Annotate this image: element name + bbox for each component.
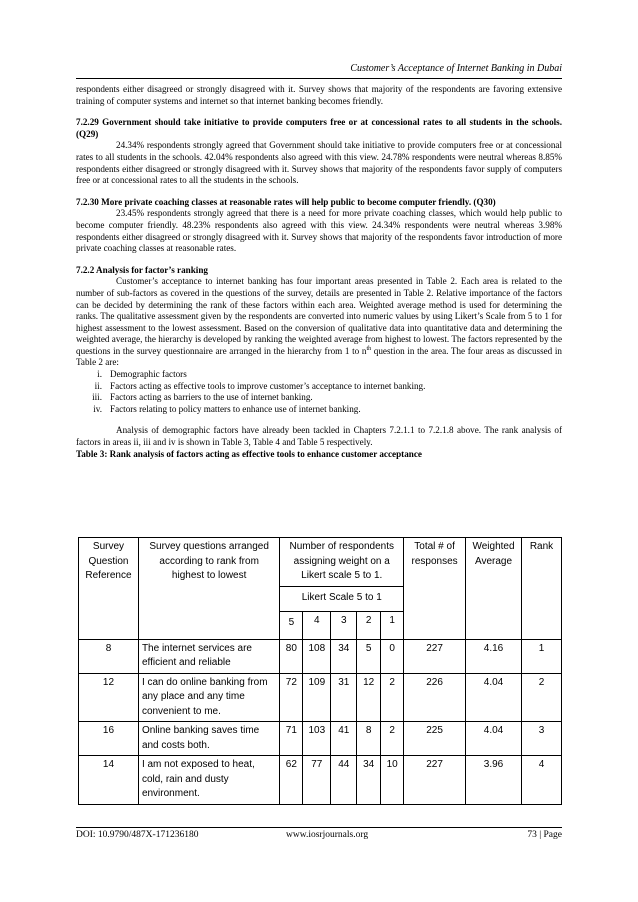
cell-rank: 1 (521, 639, 561, 673)
table-header-row (79, 538, 562, 587)
footer-page-number: 73 | Page (527, 830, 562, 840)
section-7-2-29-body: 24.34% respondents strongly agreed that Government should take initiative to provide computers free or at concessional rates to all students in the schools. 42.04% respondents also agreed with this view. 24.78% respondents were neutral whereas 8.85% respondents either disagreed or strongly disagreed with it. Survey shows that majority of the respondents favor supply of computers free or at concessional rates to all the students in the schools. (76, 140, 562, 186)
header-number: Number of respondents assigning weight on a Likert scale 5 to 1. (280, 538, 404, 587)
cell-total: 226 (404, 673, 466, 722)
section-7-2-30-heading: 7.2.30 More private coaching classes at reasonable rates will help public to become computer friendly. (Q30) (76, 196, 496, 207)
cell-v2: 12 (357, 673, 381, 722)
cell-v1: 2 (381, 673, 404, 722)
cell-v4: 103 (303, 722, 331, 756)
footer-doi: DOI: 10.9790/487X-171236180 (76, 830, 199, 840)
cell-total: 227 (404, 756, 466, 805)
footer-url[interactable]: www.iosrjournals.org (286, 830, 369, 840)
section-7-2-2-body (76, 276, 562, 369)
list-text: Demographic factors (110, 369, 187, 380)
list-item (76, 381, 562, 393)
cell-rank: 4 (521, 756, 561, 805)
table-row (79, 722, 562, 756)
cell-rank: 3 (521, 722, 561, 756)
section-7-2-30-body: 23.45% respondents strongly agreed that there is a need for more private coaching classes, which would help public to become computer friendly. 48.23% respondents also agreed with this view. 24.34% respondents were neutral whereas 3.98% respondents either disagreed or strongly disagreed with it. Survey shows that majority of the respondents favor introduction of more private coaching classes at reasonable rates. (76, 208, 562, 254)
rank-analysis-table (78, 537, 562, 805)
list-item (76, 404, 562, 416)
table-row (79, 756, 562, 805)
list-number: iv. (93, 403, 102, 414)
running-header: Customer’s Acceptance of Internet Banking in Dubai (350, 63, 562, 74)
header-scale-1: 1 (381, 612, 404, 640)
footer-divider (76, 827, 562, 828)
cell-question: Online banking saves time and costs both. (138, 722, 279, 756)
header-total: Total # of responses (404, 538, 466, 640)
header-ref: Survey Question Reference (79, 538, 139, 640)
cell-avg: 4.16 (466, 639, 522, 673)
cell-v5: 80 (280, 639, 303, 673)
cell-v2: 34 (357, 756, 381, 805)
cell-v5: 62 (280, 756, 303, 805)
main-content (76, 84, 562, 460)
list-text: Factors acting as effective tools to improve customer’s acceptance to internet banking. (110, 380, 426, 391)
list-text: Factors relating to policy matters to enhance use of internet banking. (110, 403, 361, 414)
cell-ref: 12 (79, 673, 139, 722)
header-scale-4: 4 (303, 612, 331, 640)
cell-v5: 72 (280, 673, 303, 722)
list-number: ii. (94, 380, 102, 391)
cell-v2: 8 (357, 722, 381, 756)
cell-v3: 34 (331, 639, 357, 673)
cell-avg: 4.04 (466, 722, 522, 756)
cell-v1: 2 (381, 722, 404, 756)
header-rank: Rank (521, 538, 561, 640)
cell-v1: 10 (381, 756, 404, 805)
section-7-2-29-heading: 7.2.29 Government should take initiative to provide computers free or at concessional rates to all students in the schools. (Q29) (76, 117, 562, 139)
cell-question: I can do online banking from any place and any time convenient to me. (138, 673, 279, 722)
cell-ref: 14 (79, 756, 139, 805)
cell-ref: 8 (79, 639, 139, 673)
list-item (76, 369, 562, 381)
header-scale-3: 3 (331, 612, 357, 640)
section-7-2-2-text-end: question in the area. The four areas as discussed in Table 2 are: (76, 345, 562, 368)
cell-total: 225 (404, 722, 466, 756)
list-number: i. (97, 369, 102, 380)
cell-v5: 71 (280, 722, 303, 756)
section-7-2-2-text: Customer’s acceptance to internet banking has four important areas presented in Table 2. Each area is related to the number of sub-factors as covered in the questions of the survey, details are presented in Table 2. Relative importance of the factors can be decided by determining the rank of these factors within each area. Weighted average method is used for determining the ranks. The qualitative assessment given by the respondents are converted into numeric values by using Likert’s Scale from 5 to 1 for highest assessment to the lowest assessment. Based on the conversion of qualitative data into quantitative data and determining the weighted average, the hierarchy is developed by ranking the weighted average from highest to lowest. The factors represented by the questions in the survey questionnaire are arranged in the hierarchy from 1 to n (76, 276, 562, 356)
cell-v1: 0 (381, 639, 404, 673)
table-caption: Table 3: Rank analysis of factors acting as effective tools to enhance customer acceptance (76, 448, 422, 459)
header-questions: Survey questions arranged according to rank from highest to lowest (138, 538, 279, 640)
section-7-2-2-heading: 7.2.2 Analysis for factor’s ranking (76, 264, 208, 275)
cell-v3: 41 (331, 722, 357, 756)
cell-total: 227 (404, 639, 466, 673)
list-item (76, 392, 562, 404)
cell-v4: 108 (303, 639, 331, 673)
table-row (79, 673, 562, 722)
cell-question: The internet services are efficient and reliable (138, 639, 279, 673)
cell-question: I am not exposed to heat, cold, rain and dusty environment. (138, 756, 279, 805)
superscript-th: th (366, 345, 372, 352)
header-likert: Likert Scale 5 to 1 (280, 586, 404, 612)
table-row (79, 639, 562, 673)
header-weighted: Weighted Average (466, 538, 522, 640)
header-scale-5: 5 (280, 612, 303, 640)
header-scale-2: 2 (357, 612, 381, 640)
cell-v2: 5 (357, 639, 381, 673)
header-divider (76, 78, 562, 79)
cell-v3: 44 (331, 756, 357, 805)
cell-rank: 2 (521, 673, 561, 722)
cell-avg: 3.96 (466, 756, 522, 805)
cell-avg: 4.04 (466, 673, 522, 722)
list-number: iii. (92, 392, 102, 403)
cell-v4: 77 (303, 756, 331, 805)
areas-list (76, 369, 562, 415)
continued-paragraph: respondents either disagreed or strongly disagreed with it. Survey shows that majority of the respondents are favoring extensive training of computer systems and internet so that internet banking becomes friendly. (76, 84, 562, 106)
analysis-paragraph: Analysis of demographic factors have already been tackled in Chapters 7.2.1.1 to 7.2.1.8 above. The rank analysis of factors in areas ii, iii and iv is shown in Table 3, Table 4 and Table 5 respectively. (76, 425, 562, 448)
cell-v4: 109 (303, 673, 331, 722)
list-text: Factors acting as barriers to the use of internet banking. (110, 392, 313, 403)
cell-v3: 31 (331, 673, 357, 722)
cell-ref: 16 (79, 722, 139, 756)
